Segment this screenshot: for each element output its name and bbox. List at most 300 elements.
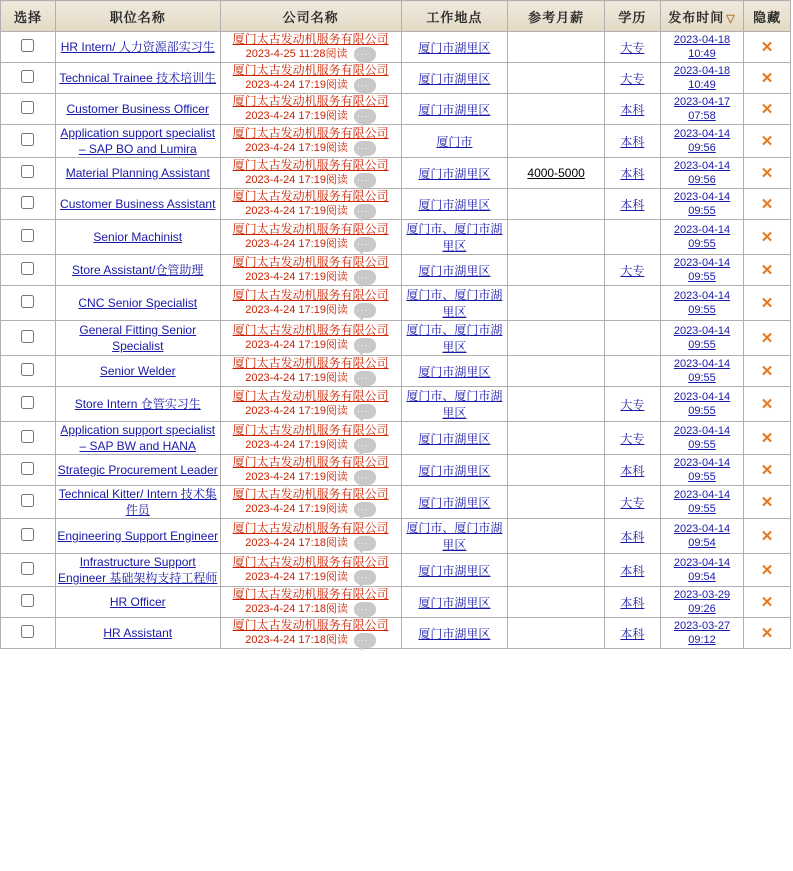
education-link[interactable]: 大专 [620,71,645,86]
company-name-link[interactable]: 厦门太古发动机服务有限公司 [232,32,389,46]
row-select-checkbox[interactable] [21,165,34,178]
hide-cell [744,519,791,554]
company-cell [220,321,401,356]
education-link[interactable]: 本科 [620,463,645,478]
company-read-timestamp: 2023-4-24 17:19阅读 [245,304,348,316]
company-cell [220,587,401,618]
location-cell [401,94,508,125]
publish-date-link[interactable]: 2023-04-14 09:55 [673,489,731,515]
location-cell [401,455,508,486]
education-cell [604,356,660,387]
publish-date-cell [660,286,743,321]
close-icon[interactable]: ✕ [760,101,774,118]
company-cell [220,486,401,519]
close-icon[interactable]: ✕ [760,562,774,579]
chat-bubble-icon[interactable]: ··· [354,536,376,551]
column-header-location[interactable]: 工作地点 [401,1,508,32]
education-link[interactable]: 大专 [620,431,645,446]
education-cell [604,32,660,63]
job-title-link[interactable]: Infrastructure Support Engineer 基础架构支持工程师 [58,555,218,585]
column-header-education[interactable]: 学历 [604,1,660,32]
job-title-link[interactable]: Store Intern 仓管实习生 [74,397,201,411]
publish-date-cell [660,189,743,220]
company-name-link[interactable]: 厦门太古发动机服务有限公司 [232,255,389,269]
job-title-link[interactable]: Customer Business Officer [66,102,209,116]
publish-date-cell [660,32,743,63]
row-select-checkbox[interactable] [21,330,34,343]
publish-date-link[interactable]: 2023-04-18 10:49 [673,65,731,91]
location-link[interactable]: 厦门市湖里区 [418,71,491,86]
company-name-link[interactable]: 厦门太古发动机服务有限公司 [232,389,389,403]
chat-bubble-icon[interactable]: ··· [354,109,376,124]
row-select-checkbox[interactable] [21,528,34,541]
row-select-cell [1,255,56,286]
location-cell [401,356,508,387]
job-title-link[interactable]: Technical Trainee 技术培训生 [59,71,217,85]
salary-value: 4000-5000 [527,166,585,180]
company-cell [220,455,401,486]
job-title-link[interactable]: Application support specialist – SAP BW and HANA [60,423,216,453]
table-header [1,1,791,32]
table-row [1,286,791,321]
job-title-link[interactable]: HR Officer [109,595,166,609]
location-link[interactable]: 厦门市湖里区 [418,166,491,181]
salary-cell [508,618,605,649]
location-cell [401,387,508,422]
company-meta-row [221,633,401,648]
salary-cell [508,422,605,455]
company-name-link[interactable]: 厦门太古发动机服务有限公司 [232,288,389,302]
company-meta-row [221,109,401,124]
row-select-checkbox[interactable] [21,363,34,376]
table-row [1,321,791,356]
location-link[interactable]: 厦门市、厦门市湖里区 [406,389,503,420]
education-link[interactable]: 本科 [620,529,645,544]
row-select-cell [1,189,56,220]
location-link[interactable]: 厦门市湖里区 [418,626,491,641]
education-cell [604,455,660,486]
column-header-salary[interactable]: 参考月薪 [508,1,605,32]
close-icon[interactable]: ✕ [760,165,774,182]
education-cell [604,255,660,286]
job-title-cell [55,255,220,286]
job-title-link[interactable]: Technical Kitter/ Intern 技术集件员 [58,487,217,517]
column-header-company[interactable]: 公司名称 [220,1,401,32]
hide-cell [744,455,791,486]
job-title-cell [55,519,220,554]
close-icon[interactable]: ✕ [760,229,774,246]
company-name-link[interactable]: 厦门太古发动机服务有限公司 [232,423,389,437]
close-icon[interactable]: ✕ [760,594,774,611]
location-link[interactable]: 厦门市 [436,134,473,149]
location-cell [401,422,508,455]
row-select-cell [1,94,56,125]
row-select-cell [1,125,56,158]
close-icon[interactable]: ✕ [760,494,774,511]
company-meta-row [221,404,401,419]
row-select-checkbox[interactable] [21,133,34,146]
company-name-link[interactable]: 厦门太古发动机服务有限公司 [232,618,389,632]
job-title-link[interactable]: HR Assistant [103,626,173,640]
publish-date-link[interactable]: 2023-04-14 09:55 [673,457,731,483]
company-meta-row [221,438,401,453]
location-cell [401,189,508,220]
salary-cell [508,286,605,321]
chat-bubble-icon[interactable]: ··· [354,270,376,285]
publish-date-link[interactable]: 2023-04-14 09:56 [673,160,731,186]
company-name-link[interactable]: 厦门太古发动机服务有限公司 [232,521,389,535]
close-icon[interactable]: ✕ [760,196,774,213]
publish-date-link[interactable]: 2023-04-14 09:55 [673,257,731,283]
company-read-timestamp: 2023-4-24 17:19阅读 [245,110,348,122]
company-name-link[interactable]: 厦门太古发动机服务有限公司 [232,94,389,108]
job-title-cell [55,189,220,220]
education-link[interactable]: 大专 [620,263,645,278]
close-icon[interactable]: ✕ [760,295,774,312]
job-title-link[interactable]: Engineering Support Engineer [57,529,219,543]
hide-cell [744,422,791,455]
chat-bubble-icon[interactable]: ··· [354,602,376,617]
location-link[interactable]: 厦门市、厦门市湖里区 [406,521,503,552]
education-cell [604,125,660,158]
chat-bubble-icon[interactable]: ··· [354,237,376,252]
close-icon[interactable]: ✕ [760,396,774,413]
publish-date-cell [660,94,743,125]
chat-bubble-icon[interactable]: ··· [354,204,376,219]
company-read-timestamp: 2023-4-24 17:19阅读 [245,174,348,186]
company-name-link[interactable]: 厦门太古发动机服务有限公司 [232,158,389,172]
job-title-cell [55,587,220,618]
table-header-row [1,1,791,32]
publish-date-link[interactable]: 2023-04-14 09:54 [673,557,731,583]
chat-bubble-icon[interactable]: ··· [354,371,376,386]
hide-cell [744,125,791,158]
job-title-cell [55,356,220,387]
job-title-link[interactable]: Material Planning Assistant [65,166,210,180]
close-icon[interactable]: ✕ [760,133,774,150]
company-read-timestamp: 2023-4-24 17:18阅读 [245,634,348,646]
row-select-checkbox[interactable] [21,594,34,607]
company-cell [220,519,401,554]
table-row [1,220,791,255]
company-meta-row [221,47,401,62]
job-title-link[interactable]: Strategic Procurement Leader [57,463,218,477]
company-cell [220,356,401,387]
education-link[interactable]: 大专 [620,495,645,510]
publish-date-cell [660,220,743,255]
job-title-cell [55,321,220,356]
company-read-timestamp: 2023-4-24 17:19阅读 [245,238,348,250]
close-icon[interactable]: ✕ [760,430,774,447]
row-select-checkbox[interactable] [21,101,34,114]
table-body [1,32,791,649]
row-select-checkbox[interactable] [21,70,34,83]
table-row [1,158,791,189]
publish-date-cell [660,422,743,455]
publish-date-cell [660,618,743,649]
company-meta-row [221,371,401,386]
table-row [1,486,791,519]
job-title-cell [55,158,220,189]
row-select-checkbox[interactable] [21,430,34,443]
job-title-link[interactable]: HR Intern/ 人力资源部实习生 [60,40,215,54]
company-cell [220,158,401,189]
education-cell [604,321,660,356]
row-select-checkbox[interactable] [21,295,34,308]
row-select-cell [1,220,56,255]
location-link[interactable]: 厦门市湖里区 [418,102,491,117]
publish-date-link[interactable]: 2023-04-14 09:55 [673,224,731,250]
row-select-checkbox[interactable] [21,462,34,475]
company-meta-row [221,502,401,517]
row-select-cell [1,486,56,519]
column-header-hide[interactable]: 隐藏 [744,1,791,32]
company-name-link[interactable]: 厦门太古发动机服务有限公司 [232,555,389,569]
table-row [1,455,791,486]
location-cell [401,321,508,356]
company-meta-row [221,204,401,219]
publish-date-link[interactable]: 2023-04-18 10:49 [673,34,731,60]
company-read-timestamp: 2023-4-24 17:19阅读 [245,205,348,217]
row-select-checkbox[interactable] [21,494,34,507]
chat-bubble-icon[interactable]: ··· [354,141,376,156]
publish-date-cell [660,486,743,519]
company-read-timestamp: 2023-4-24 17:19阅读 [245,271,348,283]
salary-cell [508,32,605,63]
table-row [1,189,791,220]
sort-descending-icon[interactable]: ▽ [726,12,736,25]
education-link[interactable]: 本科 [620,626,645,641]
chat-bubble-icon[interactable]: ··· [354,173,376,188]
location-cell [401,618,508,649]
location-link[interactable]: 厦门市、厦门市湖里区 [406,222,503,253]
education-link[interactable]: 本科 [620,595,645,610]
row-select-checkbox[interactable] [21,396,34,409]
hide-cell [744,63,791,94]
chat-bubble-icon[interactable]: ··· [354,404,376,419]
location-link[interactable]: 厦门市湖里区 [418,495,491,510]
salary-cell [508,455,605,486]
education-cell [604,220,660,255]
company-cell [220,94,401,125]
company-read-timestamp: 2023-4-24 17:19阅读 [245,339,348,351]
row-select-checkbox[interactable] [21,562,34,575]
chat-bubble-icon[interactable]: ··· [354,470,376,485]
column-header-date[interactable] [660,1,743,32]
education-link[interactable]: 本科 [620,563,645,578]
publish-date-cell [660,356,743,387]
location-cell [401,286,508,321]
row-select-cell [1,422,56,455]
company-name-link[interactable]: 厦门太古发动机服务有限公司 [232,323,389,337]
education-link[interactable]: 本科 [620,197,645,212]
table-row [1,519,791,554]
chat-bubble-icon[interactable]: ··· [354,78,376,93]
location-link[interactable]: 厦门市湖里区 [418,431,491,446]
job-title-link[interactable]: CNC Senior Specialist [78,296,198,310]
company-cell [220,554,401,587]
row-select-cell [1,554,56,587]
salary-cell [508,189,605,220]
job-title-cell [55,387,220,422]
publish-date-link[interactable]: 2023-04-14 09:55 [673,358,731,384]
education-cell [604,63,660,94]
publish-date-cell [660,519,743,554]
publish-date-link[interactable]: 2023-04-14 09:55 [673,290,731,316]
row-select-checkbox[interactable] [21,262,34,275]
company-read-timestamp: 2023-4-24 17:19阅读 [245,372,348,384]
company-name-link[interactable]: 厦门太古发动机服务有限公司 [232,587,389,601]
company-name-link[interactable]: 厦门太古发动机服务有限公司 [232,356,389,370]
company-name-link[interactable]: 厦门太古发动机服务有限公司 [232,126,389,140]
company-meta-row [221,570,401,585]
location-cell [401,486,508,519]
chat-bubble-icon[interactable]: ··· [354,47,376,62]
company-cell [220,32,401,63]
education-link[interactable]: 大专 [620,40,645,55]
hide-cell [744,220,791,255]
close-icon[interactable]: ✕ [760,528,774,545]
company-name-link[interactable]: 厦门太古发动机服务有限公司 [232,63,389,77]
salary-cell [508,554,605,587]
location-link[interactable]: 厦门市湖里区 [418,40,491,55]
table-row [1,356,791,387]
company-meta-row [221,536,401,551]
close-icon[interactable]: ✕ [760,363,774,380]
location-link[interactable]: 厦门市、厦门市湖里区 [406,288,503,319]
column-header-select[interactable]: 选择 [1,1,56,32]
education-link[interactable]: 本科 [620,134,645,149]
chat-bubble-icon[interactable]: ··· [354,438,376,453]
location-cell [401,32,508,63]
close-icon[interactable]: ✕ [760,262,774,279]
company-read-timestamp: 2023-4-24 17:18阅读 [245,537,348,549]
row-select-cell [1,387,56,422]
publish-date-cell [660,125,743,158]
job-title-link[interactable]: Customer Business Assistant [60,197,216,211]
publish-date-link[interactable]: 2023-03-27 09:12 [673,620,731,646]
location-link[interactable]: 厦门市湖里区 [418,463,491,478]
publish-date-link[interactable]: 2023-04-17 07:58 [673,96,731,122]
publish-date-link[interactable]: 2023-04-14 09:54 [673,523,731,549]
company-read-timestamp: 2023-4-24 17:19阅读 [245,142,348,154]
location-link[interactable]: 厦门市湖里区 [418,563,491,578]
job-title-cell [55,125,220,158]
job-title-link[interactable]: Application support specialist – SAP BO and Lumira [60,126,216,156]
job-title-link[interactable]: Store Assistant/仓管助理 [72,263,204,277]
location-link[interactable]: 厦门市湖里区 [418,197,491,212]
job-title-link[interactable]: Senior Welder [99,364,176,378]
chat-bubble-icon[interactable]: ··· [354,633,376,648]
publish-date-link[interactable]: 2023-04-14 09:55 [673,391,731,417]
company-name-link[interactable]: 厦门太古发动机服务有限公司 [232,222,389,236]
row-select-cell [1,587,56,618]
column-header-title[interactable]: 职位名称 [55,1,220,32]
chat-bubble-icon[interactable]: ··· [354,502,376,517]
salary-cell [508,321,605,356]
row-select-checkbox[interactable] [21,39,34,52]
company-name-link[interactable]: 厦门太古发动机服务有限公司 [232,455,389,469]
salary-cell [508,158,605,189]
company-cell [220,286,401,321]
company-meta-row [221,602,401,617]
row-select-cell [1,618,56,649]
publish-date-link[interactable]: 2023-03-29 09:26 [673,589,731,615]
publish-date-link[interactable]: 2023-04-14 09:55 [673,325,731,351]
table-row [1,554,791,587]
publish-date-cell [660,455,743,486]
publish-date-cell [660,587,743,618]
salary-cell [508,94,605,125]
close-icon[interactable]: ✕ [760,462,774,479]
job-title-cell [55,32,220,63]
close-icon[interactable]: ✕ [760,70,774,87]
table-row [1,255,791,286]
close-icon[interactable]: ✕ [760,330,774,347]
education-cell [604,387,660,422]
education-link[interactable]: 本科 [620,102,645,117]
location-link[interactable]: 厦门市、厦门市湖里区 [406,323,503,354]
row-select-checkbox[interactable] [21,625,34,638]
job-title-link[interactable]: Senior Machinist [93,230,183,244]
education-cell [604,158,660,189]
location-cell [401,255,508,286]
close-icon[interactable]: ✕ [760,625,774,642]
company-cell [220,63,401,94]
chat-bubble-icon[interactable]: ··· [354,338,376,353]
company-read-timestamp: 2023-4-24 17:18阅读 [245,603,348,615]
publish-date-link[interactable]: 2023-04-14 09:55 [673,425,731,451]
close-icon[interactable]: ✕ [760,39,774,56]
company-read-timestamp: 2023-4-24 17:19阅读 [245,571,348,583]
company-name-link[interactable]: 厦门太古发动机服务有限公司 [232,487,389,501]
education-link[interactable]: 本科 [620,166,645,181]
table-row [1,32,791,63]
location-link[interactable]: 厦门市湖里区 [418,364,491,379]
chat-bubble-icon[interactable]: ··· [354,303,376,318]
salary-cell [508,387,605,422]
table-row [1,387,791,422]
column-header-date-label: 发布时间 [668,9,725,25]
location-link[interactable]: 厦门市湖里区 [418,595,491,610]
row-select-cell [1,455,56,486]
hide-cell [744,387,791,422]
chat-bubble-icon[interactable]: ··· [354,570,376,585]
job-title-cell [55,455,220,486]
job-title-cell [55,63,220,94]
hide-cell [744,189,791,220]
job-title-cell [55,94,220,125]
row-select-cell [1,32,56,63]
company-meta-row [221,237,401,252]
education-link[interactable]: 大专 [620,397,645,412]
publish-date-cell [660,255,743,286]
job-title-link[interactable]: General Fitting Senior Specialist [79,323,197,353]
company-name-link[interactable]: 厦门太古发动机服务有限公司 [232,189,389,203]
row-select-checkbox[interactable] [21,196,34,209]
job-title-cell [55,618,220,649]
company-meta-row [221,470,401,485]
location-link[interactable]: 厦门市湖里区 [418,263,491,278]
company-cell [220,618,401,649]
table-row [1,422,791,455]
company-cell [220,387,401,422]
company-meta-row [221,141,401,156]
publish-date-link[interactable]: 2023-04-14 09:56 [673,128,731,154]
education-cell [604,286,660,321]
row-select-checkbox[interactable] [21,229,34,242]
publish-date-link[interactable]: 2023-04-14 09:55 [673,191,731,217]
